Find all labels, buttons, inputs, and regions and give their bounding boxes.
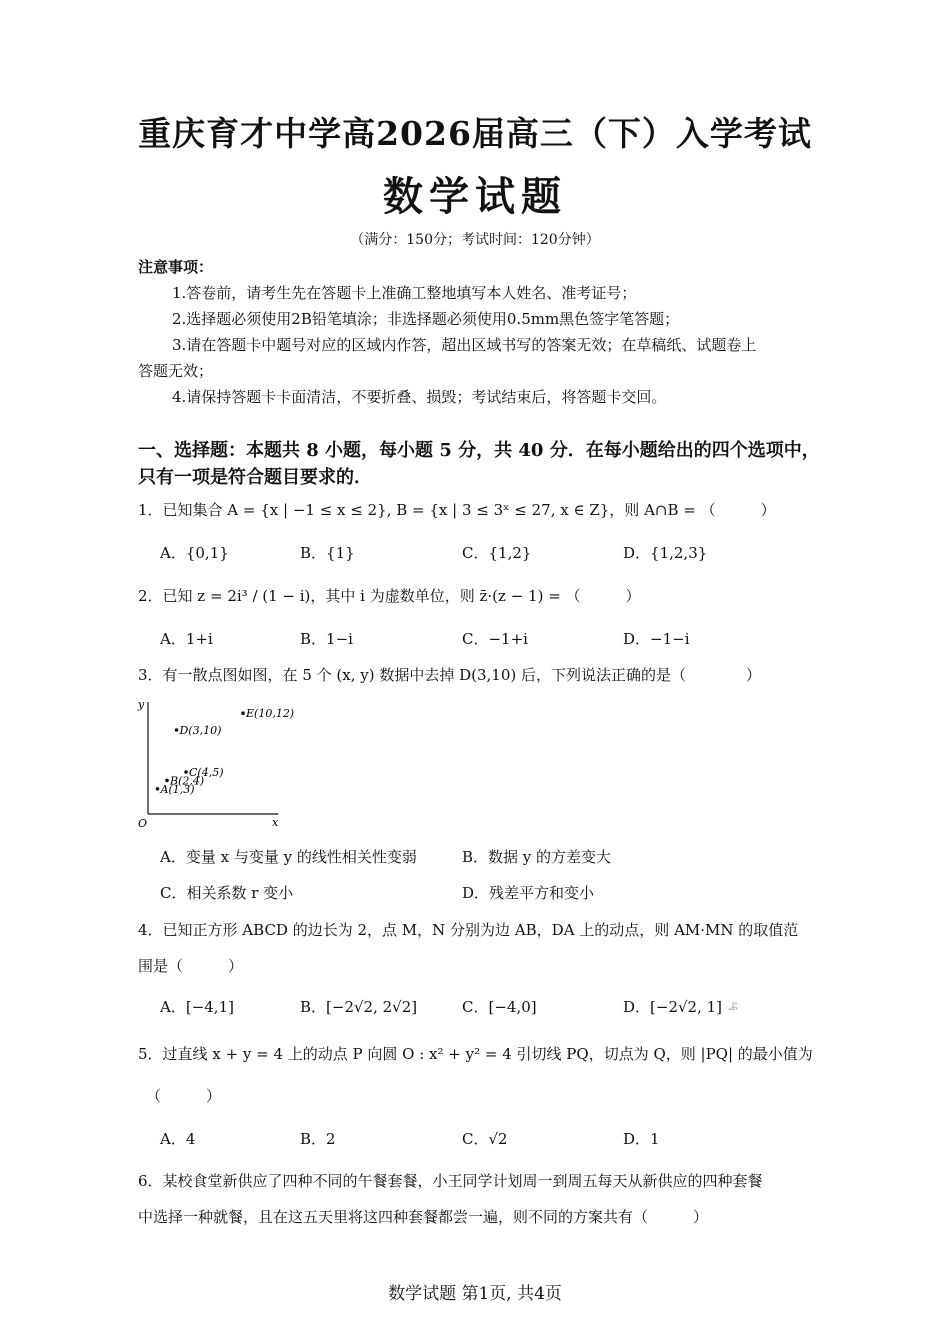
scatter-point [165,779,169,783]
q1-option-b: B．{1} [300,544,355,562]
subject-title: 数学试题 [383,173,567,220]
q3-option-a: A．变量 x 与变量 y 的线性相关性变弱 [160,848,417,866]
point-label: D(3,10) [179,724,222,737]
point-label: C(4,5) [189,766,224,779]
point-label: B(2,4) [170,774,205,788]
q5-option-d: D．1 [623,1130,660,1148]
notice-item: 2.选择题必须使用2B铅笔填涂；非选择题必须使用0.5mm黑色签字笔答题； [172,310,680,328]
origin-label: O [138,817,148,830]
scatter-plot [134,696,295,830]
notice-heading: 注意事项： [138,258,214,276]
question-4-stem: 4．已知正方形 ABCD 的边长为 2，点 M，N 分别为边 AB，DA 上的动点，则 AM·MN 的取值范 [138,921,799,939]
page-footer: 数学试题 第1页, 共4页 [388,1284,562,1304]
question-2-stem: 2．已知 z = 2i³ / (1 − i)，其中 i 为虚数单位，则 z̄·(z − 1) = （ ） [138,587,641,605]
question-5-stem: 5．过直线 x + y = 4 上的动点 P 向圆 O : x² + y² = 4 引切线 PQ，切点为 Q，则 |PQ| 的最小值为 [138,1045,813,1063]
point-label: E(10,12) [246,707,295,721]
q4-option-c: C．[−4,0] [462,998,537,1016]
x-axis-label: x [272,816,279,829]
notice-item: 3.请在答题卡中题号对应的区域内作答，超出区域书写的答案无效；在草稿纸、试题卷上 [172,336,757,354]
q5-option-c: C．√2 [462,1130,508,1148]
exam-title: 重庆育才中学高2026届高三（下）入学考试 [138,114,812,153]
point-label: A(1,3) [160,782,195,796]
q5-option-b: B．2 [300,1130,336,1148]
scatter-point [184,770,188,774]
q2-option-d: D．−1−i [623,630,690,648]
scatter-point [156,787,160,791]
question-5-stem-cont: （ ） [146,1087,222,1105]
q4-option-b: B．[−2√2, 2√2] [300,998,418,1016]
q2-option-c: C．−1+i [462,630,528,648]
y-axis-label: y [138,698,145,711]
question-4-stem-cont: 围是（ ） [138,957,244,975]
section-heading: 一、选择题：本题共 8 小题，每小题 5 分，共 40 分．在每小题给出的四个选项中， [138,440,820,461]
scatter-point [175,728,179,732]
notice-item: 4.请保持答题卡卡面清洁，不要折叠、损毁；考试结束后，将答题卡交回。 [172,388,667,406]
q3-option-b: B．数据 y 的方差变大 [462,848,612,866]
q2-option-b: B．1−i [300,630,353,648]
q5-option-a: A．4 [160,1130,196,1148]
notice-item: 1.答卷前，请考生先在答题卡上准确工整地填写本人姓名、准考证号； [172,284,637,302]
notice-item: 答题无效； [138,362,214,380]
question-1-stem: 1．已知集合 A = {x | −1 ≤ x ≤ 2}, B = {x | 3 ≤ 3ˣ ≤ 27, x ∈ Z}，则 A∩B = （ ） [138,501,776,519]
q4-option-d: D．[−2√2, 1] [623,998,723,1016]
q1-option-d: D．{1,2,3} [623,544,708,562]
q3-option-c: C．相关系数 r 变小 [160,884,294,902]
exam-meta: （满分：150分；考试时间：120分钟） [350,232,600,248]
q2-option-a: A．1+i [160,630,213,648]
question-3-stem: 3．有一散点图如图，在 5 个 (x, y) 数据中去掉 D(3,10) 后，下列说法正确的是（ ） [138,666,762,684]
ink-mark: ぷ [728,1002,738,1013]
q4-option-a: A．[−4,1] [160,998,234,1016]
q3-option-d: D．残差平方和变小 [462,884,595,902]
scatter-point [241,711,245,715]
q1-option-c: C．{1,2} [462,544,532,562]
question-6-stem-cont: 中选择一种就餐，且在这五天里将这四种套餐都尝一遍，则不同的方案共有（ ） [138,1208,709,1226]
question-6-stem: 6．某校食堂新供应了四种不同的午餐套餐，小王同学计划周一到周五每天从新供应的四种套餐 [138,1172,763,1190]
q1-option-a: A．{0,1} [160,544,229,562]
section-heading: 只有一项是符合题目要求的． [138,467,372,488]
